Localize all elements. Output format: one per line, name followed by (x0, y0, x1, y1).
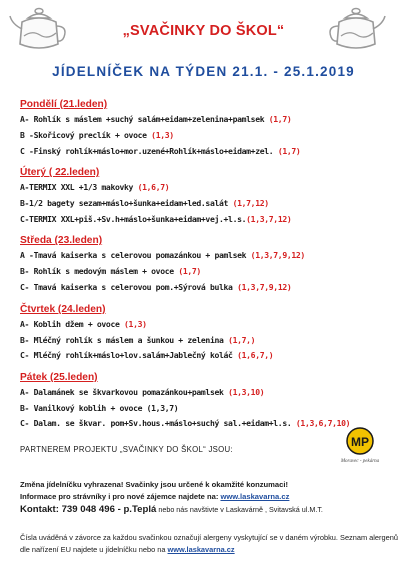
allergen-codes: (1,7) (178, 266, 201, 277)
allergen-codes: (1,3) (124, 318, 147, 329)
day-thursday (20, 303, 404, 365)
day-heading: Středa (23.leden) (20, 235, 103, 247)
day-wednesday (20, 234, 404, 296)
contact-phone: Kontakt: 739 048 496 - p.Teplá (20, 504, 157, 515)
menu-week-subtitle: JÍDELNÍČEK NA TÝDEN 21.1. - 25.1.2019 (52, 64, 355, 79)
website-link[interactable]: www.laskavarna.cz (167, 545, 235, 554)
menu-item: A- Rohlík s máslem +suchý salám+eidam+zelenina+pamlsek (1,7) (20, 114, 292, 124)
allergen-footnote: Čísla uváděná v závorce za každou svačinkou označují alergeny vyskytující se v daném výrobku. Seznam alergenů dle nařízení EU najdete u jídelníčku nebo na www.laskavarna.cz (20, 533, 398, 554)
menu-item: B -Skořicový preclík + ovoce (1,3) (20, 129, 174, 140)
partner-heading: PARTNEREM PROJEKTU „SVAČINKY DO ŠKOL“ JSOU: (20, 445, 233, 454)
allergen-codes: (1,7) (277, 145, 301, 156)
day-tuesday (20, 166, 404, 228)
allergen-codes: (1,6,7,) (237, 350, 274, 361)
allergen-codes: (1,3,7,9,12) (237, 282, 292, 293)
weekly-menu (20, 98, 404, 436)
menu-item: A- Koblih džem + ovoce (1,3) (20, 318, 147, 329)
menu-item: C- Mléčný rohlík+máslo+lov.salám+Jablečný koláč (1,6,7,) (20, 350, 274, 361)
day-heading: Čtvrtek (24.leden) (20, 303, 106, 315)
day-heading: Pondělí (21.leden) (20, 99, 108, 110)
info-line: Informace pro strávníky i pro nové zájemce najdete na: www.laskavarna.cz (20, 492, 290, 501)
website-link[interactable]: www.laskavarna.cz (220, 492, 290, 501)
menu-item: A- Dalamánek se škvarkovou pomazánkou+pamlsek (1,3,10) (20, 386, 265, 397)
menu-item: C- Tmavá kaiserka s celerovou pom.+Sýrová bulka (1,3,7,9,12) (20, 282, 292, 293)
contact-line (20, 504, 404, 515)
menu-item: B- Vanilkový koblih + ovoce (1,3,7) (20, 402, 179, 413)
allergen-codes: (1,7,) (228, 334, 256, 345)
allergen-codes: (1,3,10) (228, 386, 265, 397)
menu-item: B- Rohlík s medovým máslem + ovoce (1,7) (20, 266, 201, 277)
menu-item: C -Finský rohlík+máslo+mor.uzené+Rohlík+máslo+eidam+zel. (1,7) (20, 145, 301, 156)
day-heading: Pátek (25.leden) (20, 371, 98, 383)
menu-item: A -Tmavá kaiserka s celerovou pomazánkou + pamlsek (1,3,7,9,12) (20, 250, 305, 261)
menu-item: C-TERMIX XXL+piš.+Sv.h+máslo+šunka+eidam+vej.+l.s.(1,3,7,12) (20, 214, 292, 225)
allergen-codes: (1,3) (151, 129, 174, 140)
menu-item: C- Dalam. se škvar. pom+Sv.hous.+máslo+suchý sal.+eidam+l.s. (1,3,6,7,10) (20, 417, 351, 428)
notes-block (20, 479, 404, 503)
allergen-codes: (1,7) (268, 114, 292, 124)
allergen-codes: (1,7,12) (232, 198, 269, 209)
allergen-codes: (1,3,7,9,12) (250, 250, 305, 261)
day-monday (20, 98, 404, 160)
contact-address: nebo nás navštivte v Laskavárně , Svitavská ul.M.T. (156, 505, 323, 514)
svg-text:Moravec - pekárna: Moravec - pekárna (340, 459, 380, 464)
allergen-codes: (1,3,6,7,10) (295, 417, 351, 428)
partner-logo-mp (340, 426, 380, 466)
notice-line: Změna jídelníčku vyhrazena! Svačinky jsou určené k okamžité konzumaci! (20, 480, 288, 489)
menu-item: B-1/2 bagety sezam+máslo+šunka+eidam+led.salát (1,7,12) (20, 198, 269, 209)
page-title: „SVAČINKY DO ŠKOL“ (122, 23, 285, 39)
menu-item: A-TERMIX XXL +1/3 makovky (1,6,7) (20, 182, 170, 193)
menu-item: B- Mléčný rohlík s máslem a šunkou + zelenina (1,7,) (20, 334, 256, 345)
svg-text:MP: MP (351, 435, 369, 449)
day-heading: Úterý ( 22.leden) (20, 167, 100, 179)
allergen-codes: (1,3,7,12) (246, 214, 292, 225)
allergen-codes: (1,6,7) (137, 182, 170, 193)
day-friday (20, 371, 404, 430)
